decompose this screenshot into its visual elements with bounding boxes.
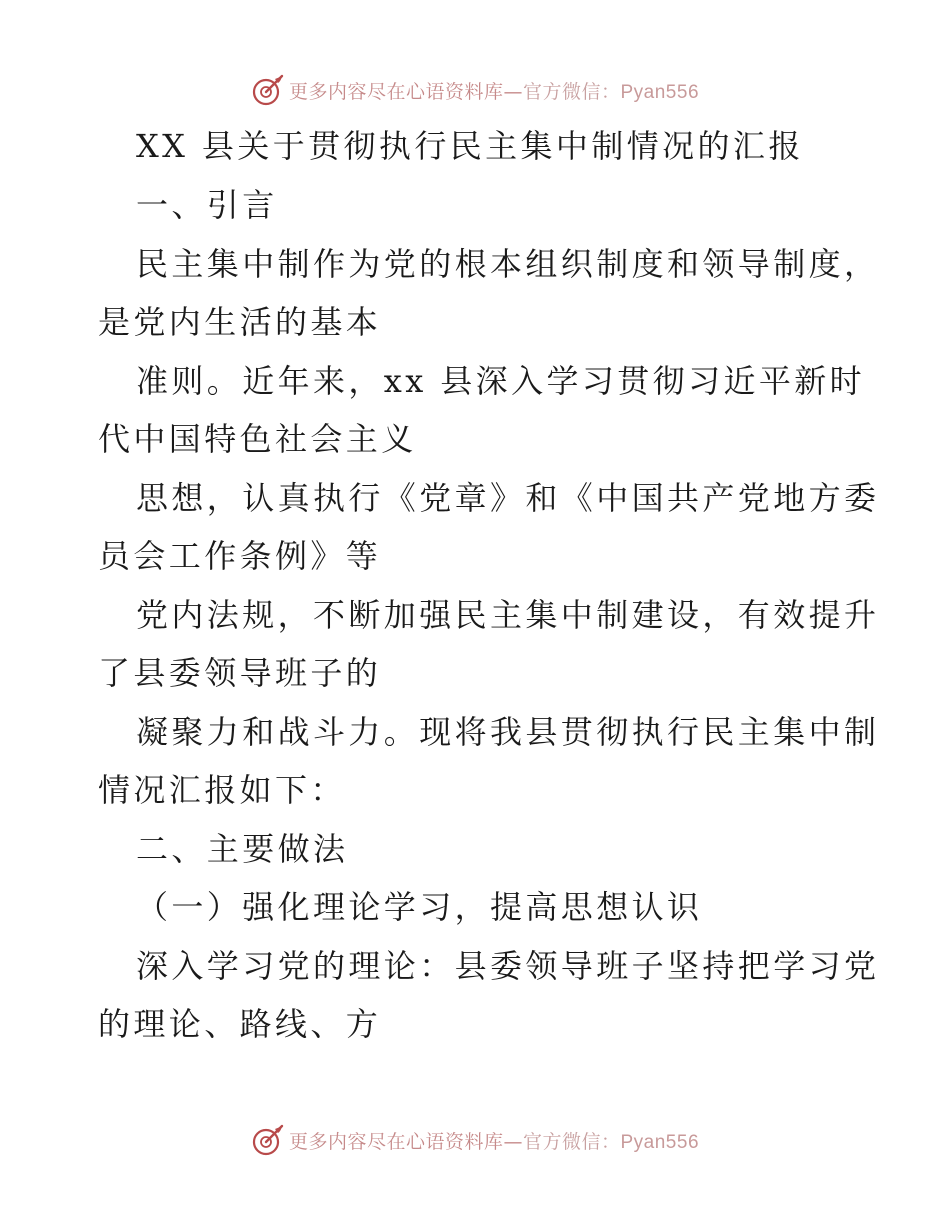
section-heading-main-practices: 二、主要做法 xyxy=(136,830,349,868)
paragraph-line: 的理论、路线、方 xyxy=(98,1005,382,1043)
watermark-wechat-label: 官方微信： xyxy=(522,1130,621,1153)
paragraph-line: 代中国特色社会主义 xyxy=(98,420,417,458)
paragraph-line: 是党内生活的基本 xyxy=(98,303,382,341)
paragraph-line: 思想，认真执行《党章》和《中国共产党地方委 xyxy=(136,479,880,517)
quill-logo-icon xyxy=(251,73,285,107)
subsection-heading: （一）强化理论学习，提高思想认识 xyxy=(136,888,703,926)
watermark-brand-text: 更多内容尽在心语资料库— xyxy=(288,80,523,103)
header-watermark xyxy=(0,70,950,110)
paragraph-line: 情况汇报如下： xyxy=(98,771,346,809)
watermark-wechat-id: Pyan556 xyxy=(620,81,700,103)
section-heading-intro: 一、引言 xyxy=(136,186,278,224)
quill-logo-icon xyxy=(251,1123,285,1157)
watermark-wechat-label: 官方微信： xyxy=(522,80,621,103)
paragraph-line: 党内法规，不断加强民主集中制建设，有效提升 xyxy=(136,596,880,634)
footer-watermark xyxy=(0,1120,950,1160)
paragraph-line: 准则。近年来，xx 县深入学习贯彻习近平新时 xyxy=(136,362,866,400)
paragraph-line: 深入学习党的理论：县委领导班子坚持把学习党 xyxy=(136,947,880,985)
paragraph-line: 了县委领导班子的 xyxy=(98,654,382,692)
paragraph-line: 民主集中制作为党的根本组织制度和领导制度， xyxy=(136,245,880,283)
document-title: XX 县关于贯彻执行民主集中制情况的汇报 xyxy=(136,127,804,165)
watermark-brand-text: 更多内容尽在心语资料库— xyxy=(288,1130,523,1153)
paragraph-line: 员会工作条例》等 xyxy=(98,537,382,575)
paragraph-line: 凝聚力和战斗力。现将我县贯彻执行民主集中制 xyxy=(136,713,880,751)
watermark-wechat-id: Pyan556 xyxy=(620,1131,700,1153)
